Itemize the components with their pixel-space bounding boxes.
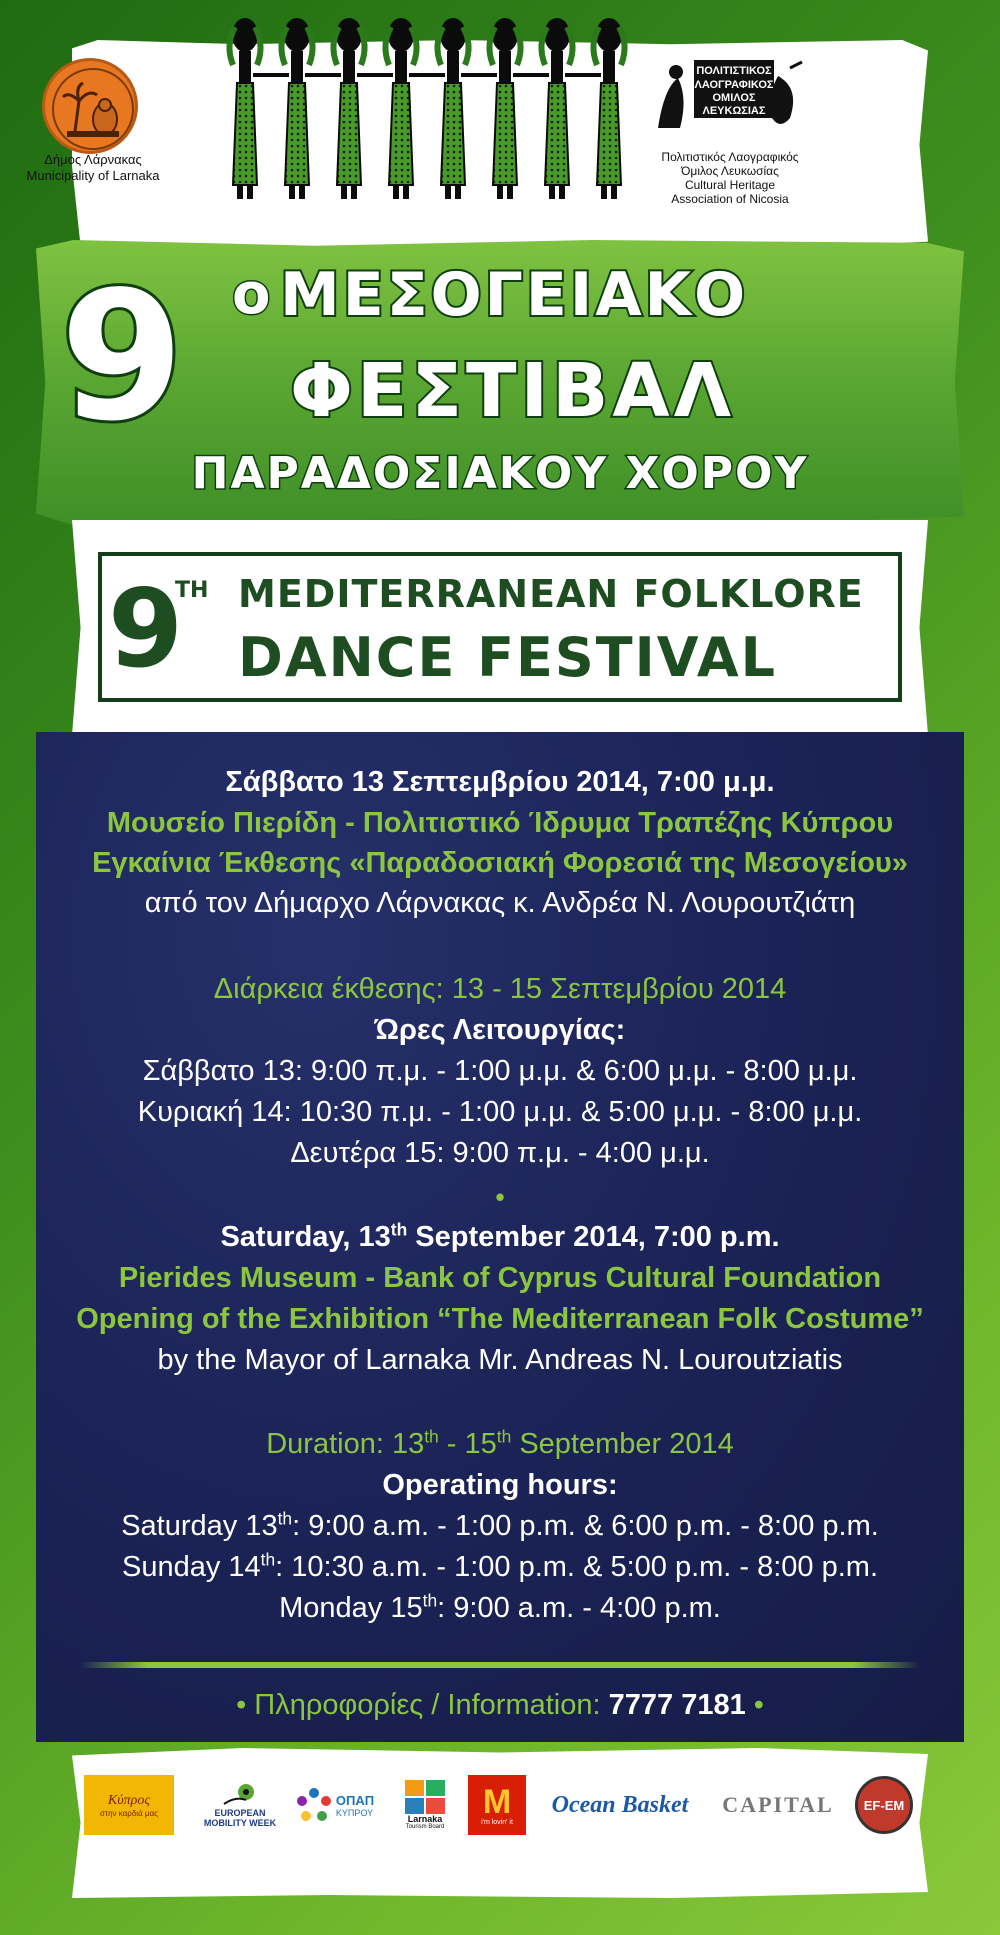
greek-exhibition: Εγκαίνια Έκθεσης «Παραδοσιακή Φορεσιά της Μεσογείου»: [92, 847, 908, 879]
contact-line: [36, 1688, 964, 1722]
flower-icon: [220, 1782, 260, 1808]
larnaka-board-subtext: Tourism Board: [405, 1824, 445, 1830]
section-separator: •: [495, 1182, 505, 1212]
larnaka-municipality-seal: [42, 58, 138, 154]
greek-venue: Μουσείο Πιερίδη - Πολιτιστικό Ίδρυμα Τραπέζης Κύπρου: [106, 807, 894, 839]
english-hours-saturday-sup: th: [277, 1508, 293, 1529]
english-date: [36, 1220, 964, 1254]
nicosia-association-logo: [650, 58, 810, 148]
english-exhibition: Opening of the Exhibition “The Mediterranean Folk Costume”: [76, 1303, 924, 1335]
larnaka-board-text: Larnaka: [407, 1814, 443, 1824]
mcdonalds-tagline: i'm lovin' it: [481, 1818, 513, 1826]
greek-title-line-1: ΜΕΣΟΓΕΙΑΚΟ: [280, 260, 749, 330]
divider-rule: [80, 1662, 920, 1668]
opap-logo: [290, 1775, 380, 1835]
greek-opened-by: από τον Δήμαρχο Λάρνακας κ. Ανδρέα Ν. Λουρουτζιάτη: [144, 887, 856, 919]
nicosia-caption-english-1: Cultural Heritage: [684, 178, 776, 192]
svg-text:ΠΟΛΙΤΙΣΤΙΚΟΣ: ΠΟΛΙΤΙΣΤΙΚΟΣ: [696, 65, 772, 77]
cyprus-logo-subtext: στην καρδιά μας: [99, 1808, 158, 1818]
efem-logo: [852, 1775, 916, 1835]
english-hours-saturday: [36, 1509, 964, 1543]
opap-star-icon: [296, 1787, 332, 1823]
english-date-sup: th: [390, 1219, 408, 1240]
english-duration-mid: - 15: [438, 1428, 497, 1460]
english-hours-sunday: [36, 1550, 964, 1584]
english-hours-sunday-pre: Sunday 14: [121, 1551, 261, 1583]
greek-title-line-3: ΠΑΡΑΔΟΣΙΑΚΟΥ ΧΟΡΟΥ: [191, 448, 809, 499]
svg-text:ΛΑΟΓΡΑΦΙΚΟΣ: ΛΑΟΓΡΑΦΙΚΟΣ: [694, 79, 774, 91]
larnaka-caption-greek: Δήμος Λάρνακας: [44, 152, 142, 167]
opap-name: ΟΠΑΠ: [335, 1792, 375, 1808]
english-hours-title: Operating hours:: [382, 1469, 618, 1501]
english-duration-sup-1: th: [424, 1426, 439, 1447]
english-hours-monday: [36, 1591, 964, 1625]
english-date-post: September 2014, 7:00 p.m.: [407, 1221, 780, 1253]
mcdonalds-logo: [468, 1775, 526, 1835]
english-hours-monday-pre: Monday 15: [279, 1592, 423, 1624]
folk-dancers-illustration: [195, 5, 675, 205]
opap-sub: ΚΥΠΡΟΥ: [335, 1807, 374, 1818]
cyprus-tourism-logo: [84, 1775, 174, 1835]
english-opened-by: by the Mayor of Larnaka Mr. Andreas N. Louroutziatis: [157, 1344, 843, 1376]
english-hours-monday-sup: th: [422, 1590, 438, 1611]
english-duration-sup-2: th: [496, 1426, 512, 1447]
svg-text:ΛΕΥΚΩΣΙΑΣ: ΛΕΥΚΩΣΙΑΣ: [702, 105, 766, 117]
nicosia-caption-greek-1: Πολιτιστικός Λαογραφικός: [661, 150, 799, 164]
cyprus-logo-text: Κύπρος: [107, 1792, 151, 1808]
english-venue: Pierides Museum - Bank of Cyprus Cultural Foundation: [118, 1262, 882, 1294]
mcdonalds-arches-icon: M: [482, 1782, 512, 1821]
larnaka-caption-english: Municipality of Larnaka: [26, 168, 160, 183]
english-hours-saturday-pre: Saturday 13: [121, 1510, 278, 1542]
ocean-basket-logo: [540, 1775, 700, 1835]
english-hours-sunday-sup: th: [260, 1549, 276, 1570]
greek-hours-title: Ώρες Λειτουργίας:: [374, 1014, 626, 1046]
greek-hours-sunday: Κυριακή 14: 10:30 π.μ. - 1:00 μ.μ. & 5:00 μ.μ. - 8:00 μ.μ.: [137, 1096, 863, 1128]
greek-title-line-2: ΦΕΣΤΙΒΑΛ: [290, 348, 735, 434]
greek-hours-monday: Δευτέρα 15: 9:00 π.μ. - 4:00 μ.μ.: [290, 1137, 710, 1169]
efem-text: EF-EM: [863, 1797, 905, 1813]
nicosia-caption-english-2: Association of Nicosia: [671, 192, 789, 206]
english-title-ordinal: TH: [175, 578, 209, 603]
nicosia-caption-greek-2: Όμιλος Λευκωσίας: [681, 164, 779, 178]
greek-date: Σάββατο 13 Σεπτεμβρίου 2014, 7:00 μ.μ.: [225, 766, 775, 798]
contact-label: Πληροφορίες / Information:: [254, 1689, 601, 1721]
english-date-pre: Saturday, 13: [220, 1221, 391, 1253]
ocean-basket-text: Ocean Basket: [551, 1791, 689, 1818]
english-hours-saturday-post: : 9:00 a.m. - 1:00 p.m. & 6:00 p.m. - 8:00 p.m.: [292, 1510, 879, 1542]
english-duration: [36, 1427, 964, 1461]
greek-title-degree: ο: [232, 262, 271, 327]
contact-phone: 7777 7181: [608, 1689, 746, 1721]
contact-bullet-left: •: [236, 1689, 247, 1721]
european-mobility-week-logo: [190, 1775, 290, 1835]
english-hours-sunday-post: : 10:30 a.m. - 1:00 p.m. & 5:00 p.m. - 8:00 p.m.: [275, 1551, 879, 1583]
english-duration-post: September 2014: [511, 1428, 734, 1460]
english-title-line-1: MEDITERRANEAN FOLKLORE: [238, 572, 864, 616]
greek-title-number: 9: [60, 253, 184, 460]
english-duration-pre: Duration: 13: [266, 1428, 425, 1460]
larnaka-tourism-board-logo: [395, 1775, 455, 1835]
contact-bullet-right: •: [753, 1689, 764, 1721]
english-title-number: 9: [108, 567, 184, 692]
english-hours-monday-post: : 9:00 a.m. - 4:00 p.m.: [437, 1592, 721, 1624]
greek-hours-saturday: Σάββατο 13: 9:00 π.μ. - 1:00 μ.μ. & 6:00 μ.μ. - 8:00 μ.μ.: [142, 1055, 858, 1087]
capital-logo: [708, 1775, 848, 1835]
svg-text:ΟΜΙΛΟΣ: ΟΜΙΛΟΣ: [712, 92, 756, 104]
mobility-top-text: EUROPEAN: [214, 1808, 266, 1818]
greek-duration: Διάρκεια έκθεσης: 13 - 15 Σεπτεμβρίου 2014: [213, 973, 787, 1005]
capital-text: CAPITAL: [722, 1792, 834, 1817]
english-title-line-2: DANCE FESTIVAL: [238, 626, 778, 689]
mobility-bottom-text: MOBILITY WEEK: [203, 1818, 277, 1828]
nicosia-caption: [630, 150, 830, 206]
larnaka-caption: [18, 152, 168, 184]
